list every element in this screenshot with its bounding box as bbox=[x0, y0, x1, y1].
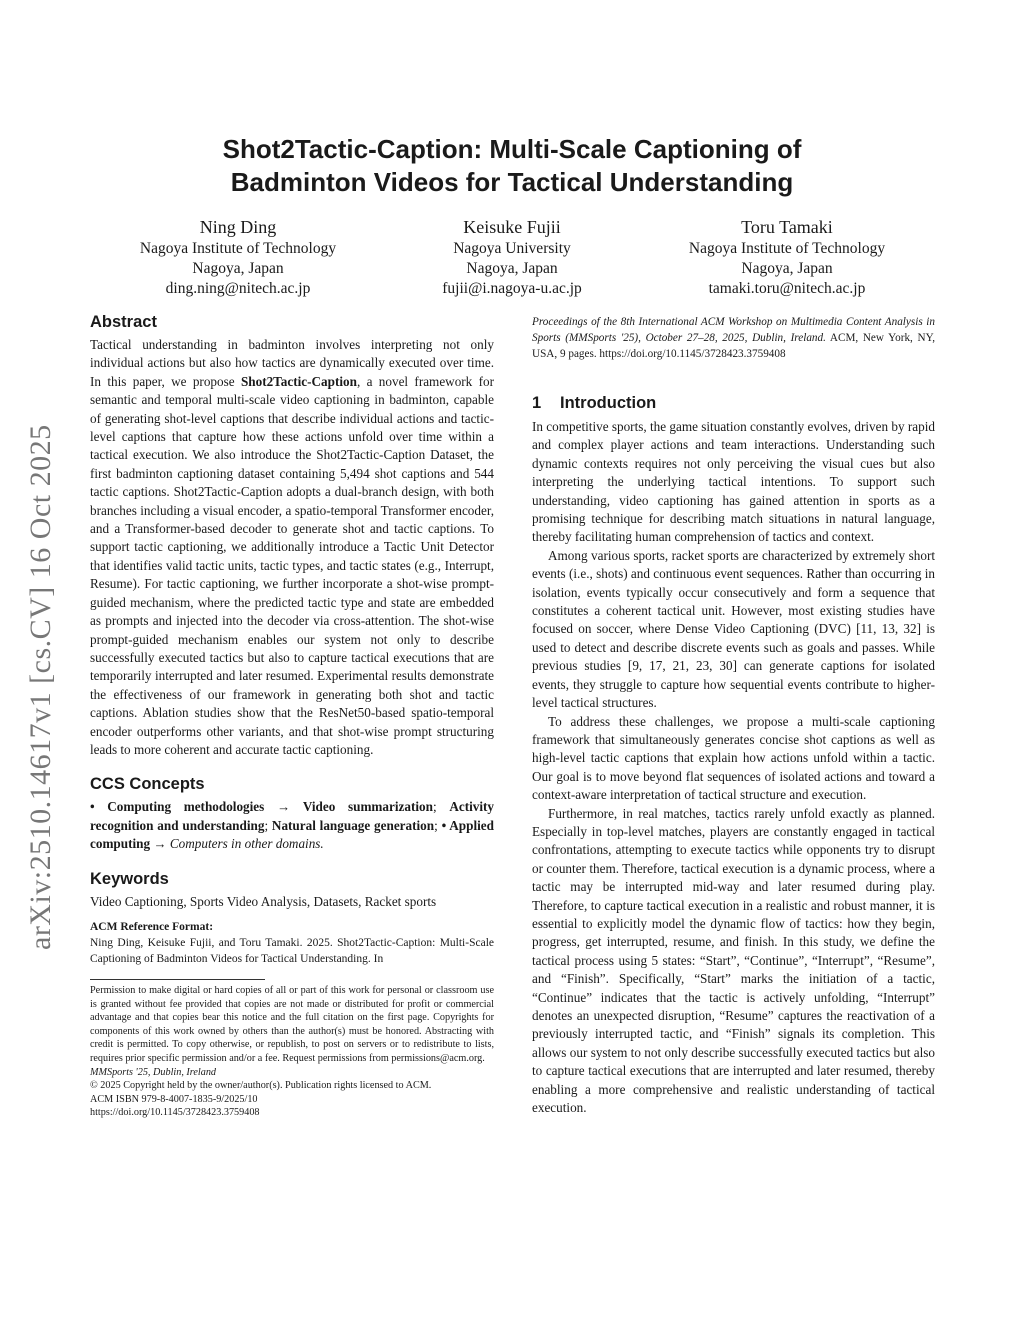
proceedings-citation bbox=[532, 314, 935, 362]
permission-notice: Permission to make digital or hard copies of all or part of this work for personal or classroom use is granted without fee provided that copies are not made or distributed for profit or commercial advantage and that copies bear this notice and the full citation on the first page. Copyrights for components of this work owned by others than the author(s) must be honored. Abstracting with credit is permitted. To copy otherwise, or republish, to post on servers or to redistribute to lists, requires prior specific permission and/or a fee. Request permissions from permissions@acm.org. bbox=[90, 984, 494, 1064]
author-affiliation: Nagoya University bbox=[453, 240, 571, 257]
left-column bbox=[90, 311, 494, 1120]
author-email: ding.ning@nitech.ac.jp bbox=[165, 280, 311, 297]
section-heading-introduction bbox=[532, 392, 935, 414]
title-line-2: Badminton Videos for Tactical Understanding bbox=[230, 167, 794, 197]
copyright-note: © 2025 Copyright held by the owner/author(s). Publication rights licensed to ACM. bbox=[90, 1080, 432, 1092]
keywords-heading: Keywords bbox=[90, 869, 169, 888]
abstract-text-rest: , a novel framework for semantic and temporal multi-scale video captioning in badminton, capable of generating shot-level captions that describe individual actions and tactic-level captions that capture how these actions unfold over time within a tactical execution. We also introduce the Shot2Tactic-Caption Dataset, the first badminton captioning dataset containing 5,494 shot captions and 544 tactic captions. Shot2Tactic-Caption adopts a dual-branch design, with both branches including a visual encoder, a spatio-temporal Transformer encoder, and a Transformer-based decoder to generate shot and tactic captions. To support tactic captioning, we additionally introduce a Tactic Unit Detector that identifies valid tactic units, tactic types, and tactic states (e.g., Interrupt, Resume). For tactic captioning, we further incorporate a shot-wise prompt-guided mechanism, where the predicted tactic type and state are embedded as prompts and injected into the decoder via cross-attention. The shot-wise prompt-guided mechanism enables our system not only to describe successfully executed tactics but also to capture tactical executions that are temporarily interrupted and later resumed. Experimental results demonstrate the effectiveness of our framework in generating both shot and tactic captions. Ablation studies show that the ResNet50-based spatio-temporal encoder outperforms other variants, and that shot-wise prompt structuring leads to more coherent and accurate tactic captioning. bbox=[90, 373, 494, 757]
ccs-term: Activity recognition and understanding bbox=[90, 799, 494, 833]
ccs-term-italic: Computers in other domains. bbox=[169, 836, 324, 852]
author-location: Nagoya, Japan bbox=[466, 260, 558, 277]
author-affiliation: Nagoya Institute of Technology bbox=[139, 240, 337, 257]
isbn-note: ACM ISBN 979-8-4007-1835-9/2025/10 bbox=[90, 1093, 258, 1105]
abstract-heading: Abstract bbox=[90, 313, 157, 331]
abstract-text bbox=[90, 336, 494, 759]
intro-paragraph-2: Among various sports, racket sports are characterized by extremely short events (i.e., shots) and continuous event sequences. Rather than occurring in isolation, events typically occur consecutively and form a sequence that constitutes a coherent tactical unit. However, most existing studies have focused on soccer, where Dense Video Captioning (DVC) [11, 13, 32] is used to detect and describe discrete events such as goals and passes. While previous studies [9, 17, 21, 23, 30] can generate captions for isolated events, they struggle to capture how sequential events contribute to higher-level tactical structures. bbox=[532, 547, 935, 711]
ccs-term: • Applied computing bbox=[90, 817, 494, 852]
author-location: Nagoya, Japan bbox=[741, 260, 833, 277]
author-email: tamaki.toru@nitech.ac.jp bbox=[708, 280, 866, 297]
ccs-separator: ; bbox=[432, 799, 450, 815]
intro-paragraph-4: Furthermore, in real matches, tactics rarely unfold exactly as planned. Especially in top-level matches, players are constantly engaged in tactical confrontations, attempting to execute tactics while opponents try to disrupt or counter them. Therefore, tactical execution is a dynamic process, where a tactic may be interrupted mid-way and later resumed during play. Therefore, to capture tactical execution in a realistic and robust manner, it is essential to explicitly model the dynamic flow of tactics: how they begin, progress, get interrupted, resume, and finish. In this study, we define the tactical process using 5 states: “Start”, “Continue”, “Interrupt”, “Resume”, and “Finish”. Specifically, “Start” marks the initiation of a tactic, “Continue” indicates that the tactic is actively unfolding, “Interrupt” denotes an unexpected disruption, “Resume” captures the reactivation of a previously interrupted tactic, and “Finish” signals its completion. This allows our system to not only describe successfully executed tactics but also to capture tactical executions that are interrupted and later resumed, thereby enabling a more comprehensive and realistic understanding of tactical execution. bbox=[532, 805, 935, 1116]
section-title: Introduction bbox=[560, 394, 657, 412]
abstract-method-name: Shot2Tactic-Caption bbox=[240, 373, 357, 389]
ccs-term: • Computing methodologies bbox=[90, 799, 265, 815]
author-name: Toru Tamaki bbox=[741, 217, 833, 237]
author-name: Keisuke Fujii bbox=[463, 217, 561, 237]
ccs-heading: CCS Concepts bbox=[90, 775, 205, 794]
footnote-divider bbox=[90, 979, 265, 980]
title-line-1: Shot2Tactic-Caption: Multi-Scale Captioning of bbox=[222, 134, 802, 164]
ccs-separator: ; bbox=[434, 817, 442, 833]
venue-note bbox=[90, 1066, 494, 1080]
venue-text: MMSports '25, Dublin, Ireland bbox=[90, 1066, 217, 1078]
acm-reference-heading: ACM Reference Format: bbox=[90, 920, 214, 933]
author-affiliation: Nagoya Institute of Technology bbox=[688, 240, 886, 257]
ccs-arrow: → bbox=[150, 836, 170, 852]
ccs-arrow: → bbox=[264, 799, 303, 815]
abstract-text-start: Tactical understanding in badminton involves interpreting not only individual actions but also how tactics are dynamically executed over time. In this paper, we propose bbox=[90, 337, 494, 389]
author-block-3 bbox=[657, 215, 917, 299]
acm-reference-text: Ning Ding, Keisuke Fujii, and Toru Tamaki. 2025. Shot2Tactic-Caption: Multi-Scale Captioning of Badminton Videos for Tactical Understanding. In bbox=[90, 936, 494, 965]
ccs-separator: ; bbox=[264, 817, 272, 833]
author-location: Nagoya, Japan bbox=[192, 260, 284, 277]
intro-paragraph-1: In competitive sports, the game situation constantly evolves, driven by rapid and complex player actions and team interactions. Understanding such dynamic contexts requires not only perceiving the visual cues but also interpreting the underlying tactical intentions. To support such understanding, video captioning has gained attention in sports as a promising technique for describing match situations in natural language, thereby facilitating human comprehension of tactics and context. bbox=[532, 419, 935, 545]
proceedings-italic: Proceedings of the 8th International ACM Workshop on Multimedia Content Analysis in Sports (MMSports '25), October 27–28, 2025, Dublin, Ireland. bbox=[532, 316, 935, 344]
doi-link[interactable]: https://doi.org/10.1145/3728423.3759408 bbox=[90, 1107, 260, 1119]
proceedings-rest: ACM, New York, NY, USA, 9 pages. https://doi.org/10.1145/3728423.3759408 bbox=[532, 332, 936, 360]
ccs-term: Video summarization bbox=[302, 799, 433, 815]
ccs-term: Natural language generation bbox=[271, 817, 435, 833]
author-block-2 bbox=[382, 215, 642, 299]
keywords-text: Video Captioning, Sports Video Analysis, Datasets, Racket sports bbox=[90, 893, 437, 909]
intro-paragraph-3: To address these challenges, we propose a multi-scale captioning framework that simultaneously generates concise shot captions as well as high-level tactic captions that explain how actions unfold within a tactic. Our goal is to move beyond flat sequences of isolated actions and toward a context-aware interpretation of tactical structure and execution. bbox=[532, 713, 935, 803]
author-email: fujii@i.nagoya-u.ac.jp bbox=[442, 280, 582, 297]
paper-title bbox=[90, 133, 934, 199]
right-column bbox=[532, 314, 935, 1117]
ccs-concepts bbox=[90, 798, 494, 853]
author-name: Ning Ding bbox=[199, 217, 277, 237]
author-block-1 bbox=[108, 215, 368, 299]
section-number: 1 bbox=[532, 394, 542, 412]
arxiv-identifier: arXiv:2510.14617v1 [cs.CV] 16 Oct 2025 bbox=[24, 424, 57, 950]
